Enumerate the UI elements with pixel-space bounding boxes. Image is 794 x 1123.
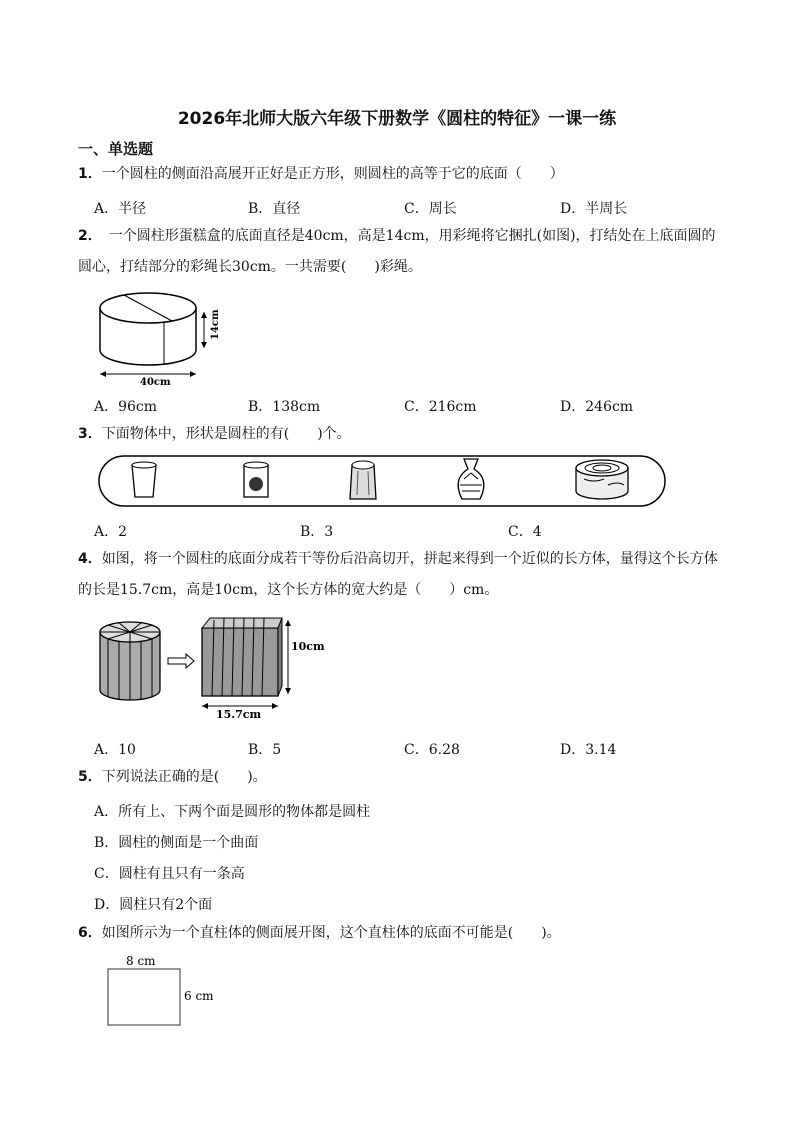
q1-option-d: D．半周长 xyxy=(560,201,628,217)
q4-option-c: C．6.28 xyxy=(404,742,460,758)
q5-option-b: B．圆柱的侧面是一个曲面 xyxy=(94,835,259,851)
question-5: 5．下列说法正确的是( )。 xyxy=(78,769,267,785)
question-1: 1．一个圆柱的侧面沿高展开正好是正方形，则圆柱的高等于它的底面（ ） xyxy=(78,166,564,182)
sliced-cylinder-icon xyxy=(100,622,160,700)
question-text: 下面物体中，形状是圆柱的有( )个。 xyxy=(101,426,351,442)
question-text: 一个圆柱的侧面沿高展开正好是正方形，则圆柱的高等于它的底面（ ） xyxy=(101,166,564,182)
q5-option-c: C．圆柱有且只有一条高 xyxy=(94,866,245,882)
can-icon xyxy=(244,462,268,497)
q2-option-c: C．216cm xyxy=(404,399,477,415)
q3-option-a: A．2 xyxy=(94,524,128,540)
wood-slice-icon xyxy=(576,460,628,499)
objects-figure xyxy=(98,453,666,509)
q1-option-a: A．半径 xyxy=(94,201,147,217)
section-heading: 一、单选题 xyxy=(78,140,154,158)
q3-option-b: B．3 xyxy=(300,524,334,540)
height-label: 6 cm xyxy=(184,989,214,1003)
q2-option-b: B．138cm xyxy=(248,399,321,415)
log-icon xyxy=(350,461,376,499)
length-label: 15.7cm xyxy=(216,708,262,721)
question-text: 一个圆柱形蛋糕盒的底面直径是40cm，高是14cm，用彩绳将它捆扎(如图)，打结处在上底面圆的圆心，打结部分的彩绳长30cm。一共需要( )彩绳。 xyxy=(78,228,716,275)
page-title: 2026年北师大版六年级下册数学《圆柱的特征》一课一练 xyxy=(177,109,617,129)
cuboid-icon xyxy=(202,618,282,696)
q4-option-b: B．5 xyxy=(248,742,282,758)
lateral-surface-figure xyxy=(104,952,224,1032)
diameter-label: 40cm xyxy=(140,377,171,388)
q5-option-d: D．圆柱只有2个面 xyxy=(94,897,213,913)
q1-option-c: C．周长 xyxy=(404,201,457,217)
question-text: 如图所示为一个直柱体的侧面展开图，这个直柱体的底面不可能是( )。 xyxy=(101,925,561,941)
cup-icon xyxy=(132,462,156,497)
question-4: 4．如图，将一个圆柱的底面分成若干等份后沿高切开，拼起来得到一个近似的长方体，量得这个长方体的长是15.7cm，高是10cm，这个长方体的宽大约是（ ）cm。 xyxy=(78,551,718,598)
question-text: 下列说法正确的是( )。 xyxy=(101,769,267,785)
cylinder-to-cuboid-figure xyxy=(98,614,338,724)
q3-option-c: C．4 xyxy=(508,524,542,540)
q5-option-a: A．所有上、下两个面是圆形的物体都是圆柱 xyxy=(94,804,371,820)
q2-option-a: A．96cm xyxy=(94,399,158,415)
arrow-right-icon xyxy=(168,654,194,668)
height-label: 14cm xyxy=(210,309,221,340)
question-text: 如图，将一个圆柱的底面分成若干等份后沿高切开，拼起来得到一个近似的长方体，量得这个长方体的长是15.7cm，高是10cm，这个长方体的宽大约是（ ）cm。 xyxy=(78,551,718,598)
q1-option-b: B．直径 xyxy=(248,201,301,217)
height-label: 10cm xyxy=(291,640,325,653)
question-3: 3．下面物体中，形状是圆柱的有( )个。 xyxy=(78,426,351,442)
question-2: 2． 一个圆柱形蛋糕盒的底面直径是40cm，高是14cm，用彩绳将它捆扎(如图)，打结处在上底面圆的圆心，打结部分的彩绳长30cm。一共需要( )彩绳。 xyxy=(78,228,716,275)
question-6: 6．如图所示为一个直柱体的侧面展开图，这个直柱体的底面不可能是( )。 xyxy=(78,925,561,941)
cake-box-figure xyxy=(94,288,234,388)
q4-option-d: D．3.14 xyxy=(560,742,617,758)
q4-option-a: A．10 xyxy=(94,742,136,758)
q2-option-d: D．246cm xyxy=(560,399,634,415)
width-label: 8 cm xyxy=(126,954,156,968)
